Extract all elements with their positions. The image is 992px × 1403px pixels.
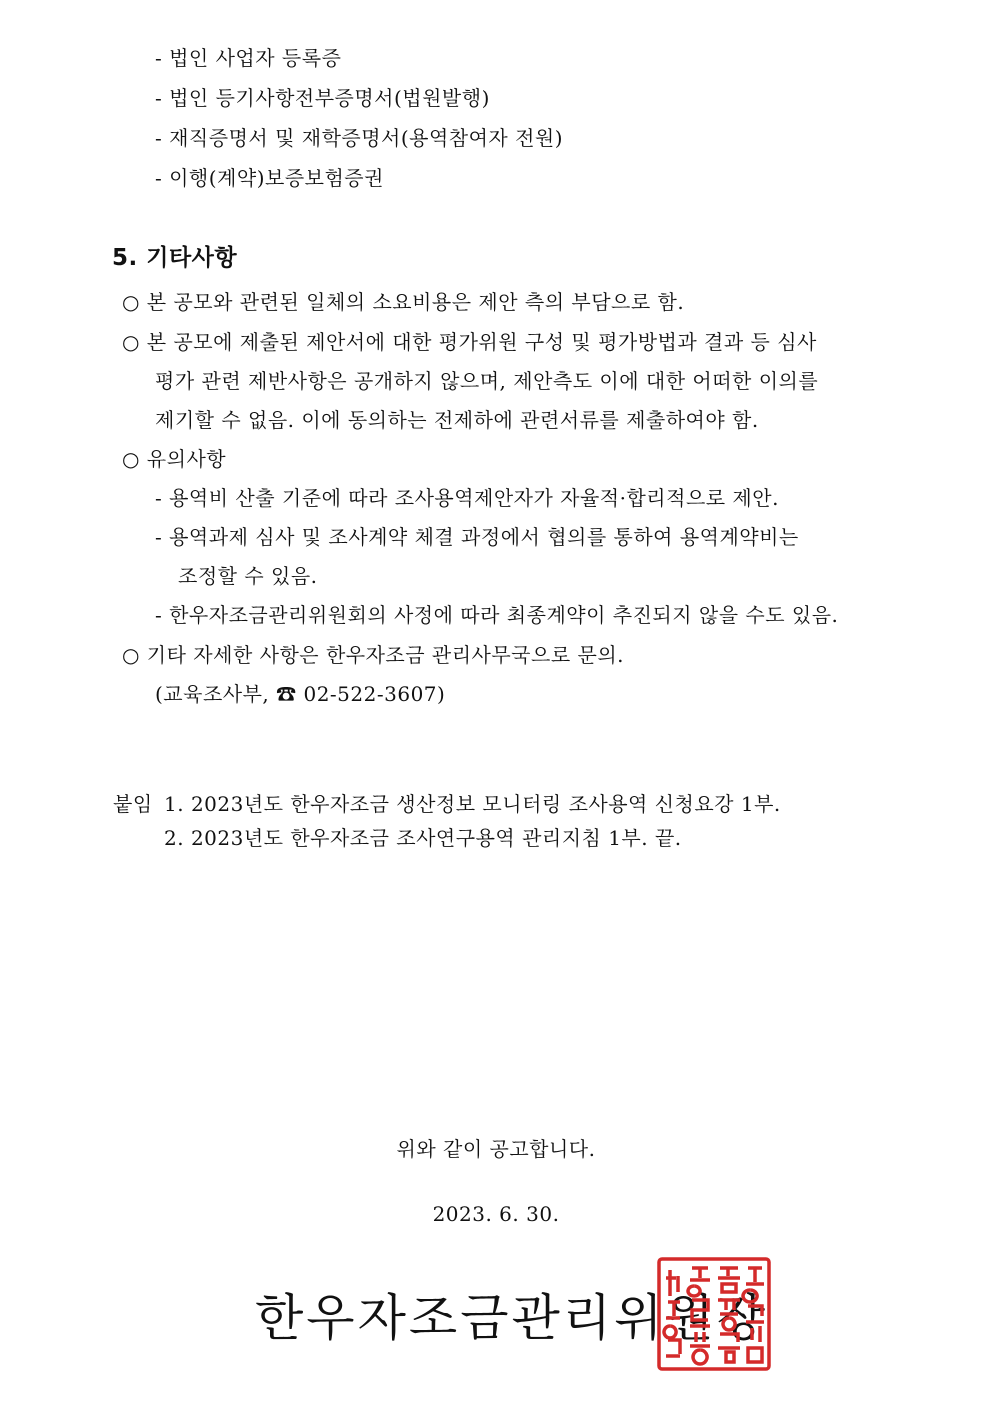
closing-notice: 위와 같이 공고합니다. [396, 1137, 596, 1161]
bullet-inquiry: ○ 기타 자세한 사항은 한우자조금 관리사무국으로 문의. [122, 643, 624, 667]
bullet-costs: ○ 본 공모와 관련된 일체의 소요비용은 제안 측의 부담으로 함. [122, 290, 685, 314]
doc-item-business-registration: - 법인 사업자 등록증 [155, 46, 342, 70]
note-item-termination: - 한우자조금관리위원회의 사정에 따라 최종계약이 추진되지 않을 수도 있음. [155, 603, 839, 627]
note-item-adjustment-line1: - 용역과제 심사 및 조사계약 체결 과정에서 협의를 통하여 용역계약비는 [155, 525, 799, 549]
section-heading: 5. 기타사항 [112, 245, 238, 271]
doc-item-employment-certificate: - 재직증명서 및 재학증명서(용역참여자 전원) [155, 126, 564, 150]
closing-date: 2023. 6. 30. [432, 1202, 560, 1226]
doc-item-corporate-register: - 법인 등기사항전부증명서(법원발행) [155, 86, 490, 110]
attachment-item-1: 1. 2023년도 한우자조금 생산정보 모니터링 조사용역 신청요강 1부. [164, 792, 781, 816]
contact-info: (교육조사부, ☎ 02-522-3607) [155, 682, 446, 706]
note-item-adjustment-line2: 조정할 수 있음. [178, 564, 318, 588]
doc-item-guarantee-insurance: - 이행(계약)보증보험증권 [155, 166, 384, 190]
bullet-notes: ○ 유의사항 [122, 447, 227, 471]
bullet-evaluation-line3: 제기할 수 없음. 이에 동의하는 전제하에 관련서류를 제출하여야 함. [155, 408, 759, 432]
attachment-item-2: 2. 2023년도 한우자조금 조사연구용역 관리지침 1부. 끝. [164, 826, 682, 850]
attachment-label: 붙임 [113, 792, 153, 816]
note-item-cost: - 용역비 산출 기준에 따라 조사용역제안자가 자율적·합리적으로 제안. [155, 486, 779, 510]
bullet-evaluation-line1: ○ 본 공모에 제출된 제안서에 대한 평가위원 구성 및 평가방법과 결과 등 심사 [122, 330, 817, 354]
bullet-evaluation-line2: 평가 관련 제반사항은 공개하지 않으며, 제안측도 이에 대한 어떠한 이의를 [155, 369, 819, 393]
signer-name: 한우자조금관리위원장 [255, 1289, 768, 1347]
official-seal-stamp [656, 1256, 772, 1372]
